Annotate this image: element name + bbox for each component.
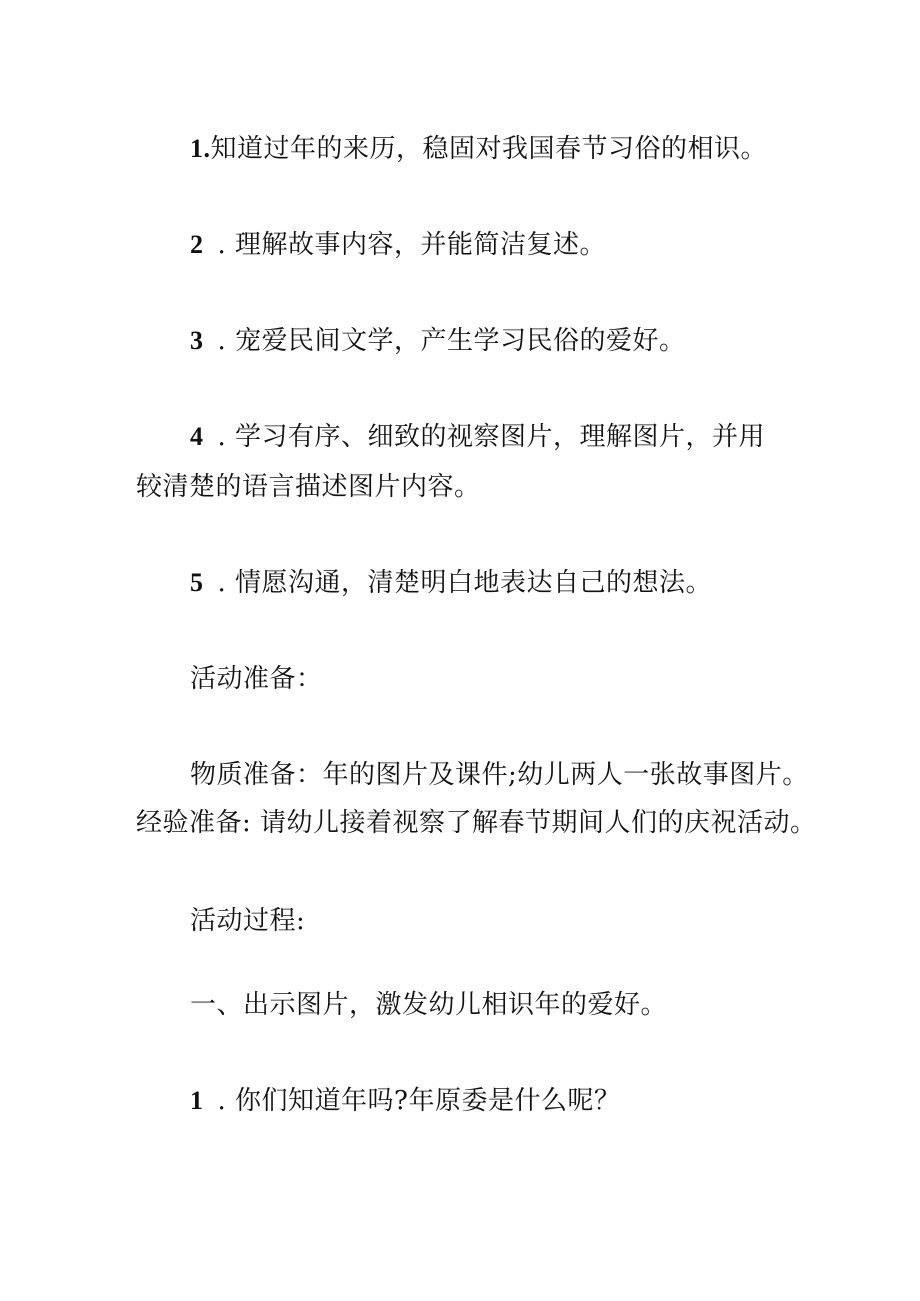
experience-preparation: 经验准备: 请幼儿接着视察了解春节期间人们的庆祝活动。	[136, 808, 817, 838]
objective-5-text: . 情愿沟通，清楚明白地表达自己的想法。	[217, 568, 713, 598]
question-1	[190, 1084, 620, 1118]
material-preparation: 物质准备：年的图片及课件;幼儿两人一张故事图片。	[190, 760, 809, 790]
objective-1	[190, 132, 767, 166]
objective-1-text: 知道过年的来历，稳固对我国春节习俗的相识。	[210, 134, 768, 164]
objective-5-number: 5	[190, 568, 204, 597]
objective-3-number: 3	[190, 326, 204, 355]
objective-3-text: . 宠爱民间文学，产生学习民俗的爱好。	[217, 326, 686, 356]
objective-4-number: 4	[190, 422, 204, 451]
objective-2-number: 2	[190, 230, 204, 259]
question-1-text: . 你们知道年吗?年原委是什么呢？	[217, 1086, 621, 1116]
objective-2-text: . 理解故事内容，并能简洁复述。	[217, 230, 607, 260]
preparation-heading: 活动准备：	[190, 664, 323, 694]
objective-5	[190, 566, 712, 600]
objective-4-text: . 学习有序、细致的视察图片，理解图片，并用	[217, 422, 766, 452]
objective-4-continuation: 较清楚的语言描述图片内容。	[136, 472, 481, 502]
objective-3	[190, 324, 686, 358]
objective-4	[190, 420, 765, 454]
process-step-1: 一、出示图片，激发幼儿相识年的爱好。	[190, 990, 668, 1020]
process-heading: 活动过程:	[190, 906, 306, 936]
objective-2	[190, 228, 606, 262]
objective-1-number: 1.	[190, 134, 211, 163]
question-1-number: 1	[190, 1086, 204, 1115]
